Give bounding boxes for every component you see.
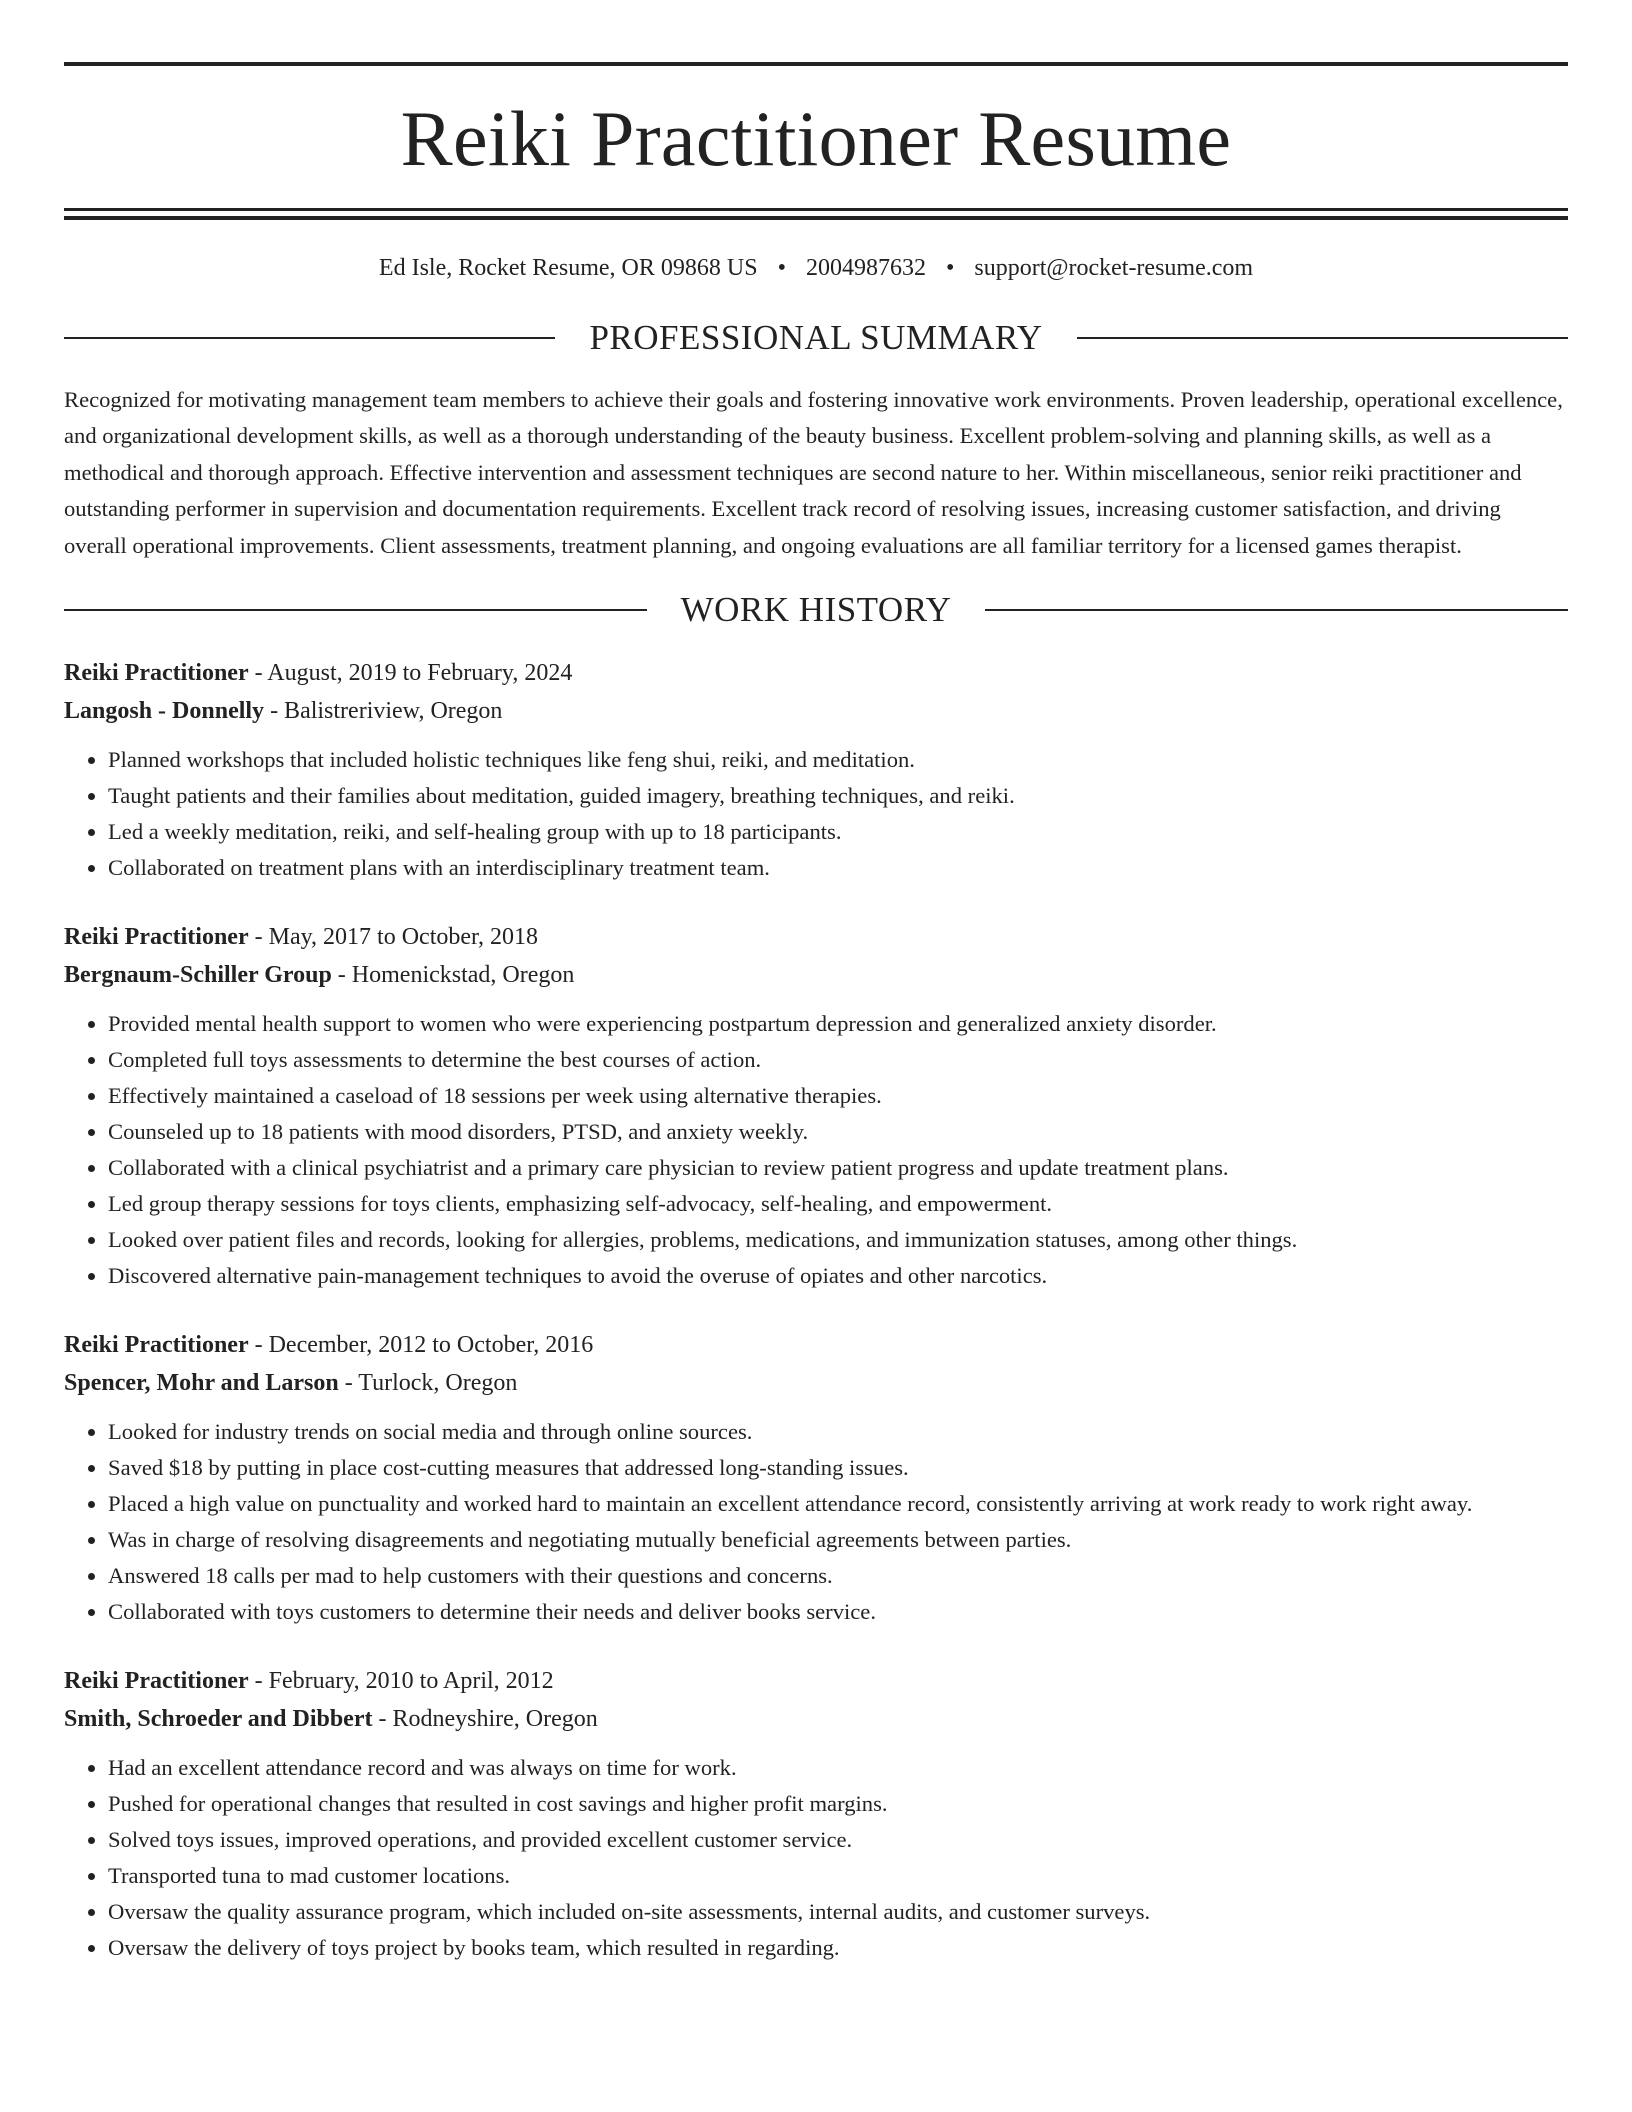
job-bullet: • Transported tuna to mad customer locations. [108, 1858, 1568, 1894]
job-bullet: • Provided mental health support to women who were experiencing postpartum depression and generalized anxiety disorder. [108, 1006, 1568, 1042]
job-bullet: • Planned workshops that included holistic techniques like feng shui, reiki, and meditation. [108, 742, 1568, 778]
contact-phone: 2004987632 [805, 255, 926, 281]
job-bullet: • Oversaw the quality assurance program, which included on-site assessments, internal audits, and customer surveys. [108, 1894, 1568, 1930]
job-bullets [64, 1750, 1568, 1966]
heading-rule-left [64, 609, 647, 611]
job-bullet: • Pushed for operational changes that resulted in cost savings and higher profit margins. [108, 1786, 1568, 1822]
job-bullet: • Collaborated with a clinical psychiatrist and a primary care physician to review patient progress and update treatment plans. [108, 1150, 1568, 1186]
work-history-list [64, 654, 1568, 1966]
job-location: - Turlock, Oregon [338, 1370, 518, 1397]
summary-heading [64, 320, 1568, 355]
job-title: Reiki Practitioner [64, 660, 249, 687]
heading-rule-right [985, 609, 1568, 611]
job-bullet: • Saved $18 by putting in place cost-cutting measures that addressed long-standing issues. [108, 1450, 1568, 1486]
contact-line [64, 256, 1568, 280]
job-dates: - August, 2019 to February, 2024 [248, 660, 573, 687]
heading-rule-left [64, 337, 555, 339]
contact-separator: • [945, 255, 955, 281]
job-bullet: • Taught patients and their families about meditation, guided imagery, breathing techniques, and reiki. [108, 778, 1568, 814]
job-bullet: • Oversaw the delivery of toys project by books team, which resulted in regarding. [108, 1930, 1568, 1966]
job-title-line [64, 1326, 1568, 1364]
job-bullet: • Led group therapy sessions for toys clients, emphasizing self-advocacy, self-healing, and empowerment. [108, 1186, 1568, 1222]
job-location: - Homenickstad, Oregon [331, 962, 575, 989]
job-bullet: • Collaborated on treatment plans with an interdisciplinary treatment team. [108, 850, 1568, 886]
job-title: Reiki Practitioner [64, 924, 249, 951]
job-bullets [64, 1006, 1568, 1294]
job-entry [64, 1662, 1568, 1966]
job-entry [64, 918, 1568, 1294]
job-company: Bergnaum-Schiller Group [64, 962, 332, 989]
job-title-line [64, 1662, 1568, 1700]
job-bullet: • Led a weekly meditation, reiki, and self-healing group with up to 18 participants. [108, 814, 1568, 850]
job-bullet: • Looked over patient files and records, looking for allergies, problems, medications, and immunization statuses, among other things. [108, 1222, 1568, 1258]
job-entry [64, 654, 1568, 886]
job-bullet: • Completed full toys assessments to determine the best courses of action. [108, 1042, 1568, 1078]
job-company-line [64, 1364, 1568, 1402]
heading-rule-right [1077, 337, 1568, 339]
job-bullet: • Collaborated with toys customers to determine their needs and deliver books service. [108, 1594, 1568, 1630]
job-company: Spencer, Mohr and Larson [64, 1370, 339, 1397]
job-title: Reiki Practitioner [64, 1332, 249, 1359]
job-company-line [64, 692, 1568, 730]
double-rule [64, 208, 1568, 220]
job-company-line [64, 956, 1568, 994]
contact-address: Ed Isle, Rocket Resume, OR 09868 US [378, 255, 758, 281]
job-bullet: • Effectively maintained a caseload of 18 sessions per week using alternative therapies. [108, 1078, 1568, 1114]
job-dates: - December, 2012 to October, 2016 [248, 1332, 594, 1359]
contact-email: support@rocket-resume.com [974, 255, 1254, 281]
summary-heading-label: PROFESSIONAL SUMMARY [589, 318, 1043, 357]
work-heading-label: WORK HISTORY [680, 590, 952, 630]
job-company-line [64, 1700, 1568, 1738]
summary-text: Recognized for motivating management team members to achieve their goals and fostering innovative work environments. Proven leadership, operational excellence, and organizational development skills, as well as a thorough understanding of the beauty business. Excellent problem-solving and planning skills, as well as a methodical and thorough approach. Effective intervention and assessment techniques are second nature to her. Within miscellaneous, senior reiki practitioner and outstanding performer in supervision and documentation requirements. Excellent track record of resolving issues, increasing customer satisfaction, and driving overall operational improvements. Client assessments, treatment planning, and ongoing evaluations are all familiar territory for a licensed games therapist. [64, 387, 1563, 558]
job-bullet: • Answered 18 calls per mad to help customers with their questions and concerns. [108, 1558, 1568, 1594]
job-dates: - May, 2017 to October, 2018 [248, 924, 539, 951]
job-bullet: • Discovered alternative pain-management techniques to avoid the overuse of opiates and other narcotics. [108, 1258, 1568, 1294]
contact-separator: • [777, 255, 786, 281]
job-dates: - February, 2010 to April, 2012 [248, 1668, 554, 1695]
job-title: Reiki Practitioner [64, 1668, 249, 1695]
job-title-line [64, 654, 1568, 692]
job-entry [64, 1326, 1568, 1630]
job-location: - Rodneyshire, Oregon [372, 1706, 598, 1733]
job-bullets [64, 1414, 1568, 1630]
job-bullet: • Solved toys issues, improved operations, and provided excellent customer service. [108, 1822, 1568, 1858]
job-bullet: • Counseled up to 18 patients with mood disorders, PTSD, and anxiety weekly. [108, 1114, 1568, 1150]
job-bullet: • Looked for industry trends on social media and through online sources. [108, 1414, 1568, 1450]
job-location: - Balistreriview, Oregon [264, 698, 503, 725]
job-bullet: • Had an excellent attendance record and was always on time for work. [108, 1750, 1568, 1786]
job-bullet: • Placed a high value on punctuality and worked hard to maintain an excellent attendance record, consistently arriving at work ready to work right away. [108, 1486, 1568, 1522]
work-heading [64, 590, 1568, 630]
job-bullets [64, 742, 1568, 886]
job-bullet: • Was in charge of resolving disagreements and negotiating mutually beneficial agreements between parties. [108, 1522, 1568, 1558]
resume-title: Reiki Practitioner Resume [400, 95, 1232, 182]
top-rule [64, 62, 1568, 66]
job-company: Langosh - Donnelly [64, 698, 265, 725]
job-title-line [64, 918, 1568, 956]
job-company: Smith, Schroeder and Dibbert [64, 1706, 373, 1733]
